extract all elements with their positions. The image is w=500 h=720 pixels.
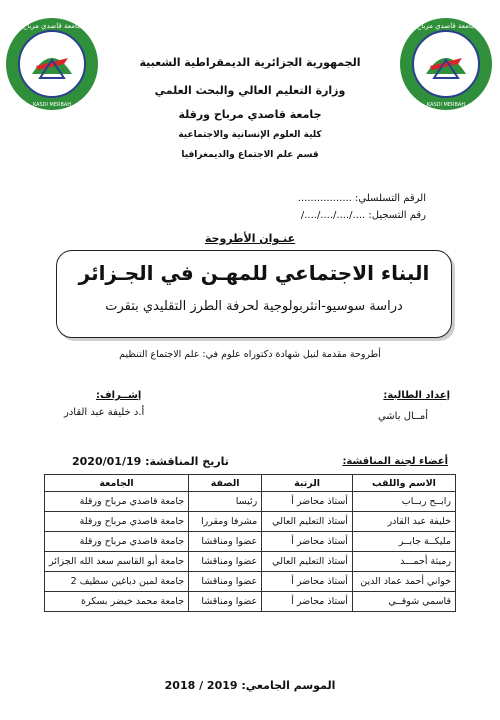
ministry-line: وزارة التعليم العالي والبحث العلمي <box>154 84 346 97</box>
svg-text:KASDI MERBAH: KASDI MERBAH <box>426 102 466 108</box>
jury-university: جامعة لمين دباغين سطيف 2 <box>45 572 189 592</box>
header-university: الجامعة <box>45 475 189 492</box>
serial-number: الرقم التسلسلي: ................. <box>297 193 426 204</box>
jury-university: جامعة أبو القاسم سعد الله الجزائر <box>45 552 189 572</box>
svg-text:جامعة قاصدي مرباح: جامعة قاصدي مرباح <box>22 22 82 30</box>
jury-university: جامعة محمد خيضر بسكرة <box>45 592 189 612</box>
jury-university: جامعة قاصدي مرباح ورقلة <box>45 492 189 512</box>
jury-university: جامعة قاصدي مرباح ورقلة <box>45 532 189 552</box>
academic-year-label: الموسم الجامعي: <box>241 679 336 692</box>
jury-role: عضوا ومناقشا <box>189 552 262 572</box>
thesis-title: البناء الاجتماعي للمهـن في الجـزائر <box>78 261 430 285</box>
jury-name: خواني أحمد عماد الدين <box>352 572 455 592</box>
jury-header-row <box>45 475 456 492</box>
jury-role: رئيسا <box>189 492 262 512</box>
jury-name: خليفة عبد القادر <box>352 512 455 532</box>
jury-row <box>45 532 456 552</box>
republic-line: الجمهورية الجزائرية الديمقراطية الشعبية <box>139 56 361 69</box>
thesis-heading: عنـوان الأطروحة <box>204 232 296 245</box>
jury-name: قاسمي شوقــي <box>352 592 455 612</box>
header-rank: الرتبة <box>262 475 353 492</box>
jury-rank: أستاذ محاضر أ <box>262 492 353 512</box>
svg-text:جامعة قاصدي مرباح: جامعة قاصدي مرباح <box>416 22 476 30</box>
university-logo-left <box>2 14 102 114</box>
defense-date: تاريخ المناقشة: 2020/01/19 <box>72 455 229 468</box>
jury-row <box>45 492 456 512</box>
jury-rank: أستاذ التعليم العالي <box>262 552 353 572</box>
jury-name: مليكــة جابــر <box>352 532 455 552</box>
jury-name: رميثة أحمـــد <box>352 552 455 572</box>
jury-row <box>45 592 456 612</box>
jury-rank: أستاذ التعليم العالي <box>262 512 353 532</box>
svg-text:KASDI MERBAH: KASDI MERBAH <box>32 102 72 108</box>
student-name: أمــال باشي <box>377 411 428 422</box>
jury-rank: أستاذ محاضر أ <box>262 572 353 592</box>
header-role: الصفة <box>189 475 262 492</box>
jury-role: عضوا ومناقشا <box>189 572 262 592</box>
jury-title: أعضاء لجنة المناقشة: <box>342 456 448 467</box>
jury-role: مشرفا ومقررا <box>189 512 262 532</box>
header-name: الاسم واللقب <box>352 475 455 492</box>
student-label: إعداد الطالبة: <box>383 390 450 401</box>
academic-year <box>0 679 500 692</box>
registration-number: رقم التسجيل: ..../..../..../..../ <box>300 210 426 221</box>
department-line: قسم علم الاجتماع والديمغرافيا <box>181 150 319 160</box>
jury-table <box>44 474 456 612</box>
jury-rank: أستاذ محاضر أ <box>262 532 353 552</box>
faculty-line: كلية العلوم الإنسانية والاجتماعية <box>178 130 322 140</box>
thesis-description: أطروحة مقدمة لنيل شهادة دكتوراه علوم في: علم الاجتماع التنظيم <box>119 349 381 360</box>
jury-rank: أستاذ محاضر أ <box>262 592 353 612</box>
jury-role: عضوا ومناقشا <box>189 592 262 612</box>
jury-row <box>45 552 456 572</box>
thesis-subtitle: دراسة سوسيو-انثربولوجية لحرفة الطرز التقليدي بتقرت <box>105 299 403 314</box>
jury-name: رابــح ربــاب <box>352 492 455 512</box>
jury-role: عضوا ومناقشا <box>189 532 262 552</box>
jury-row <box>45 572 456 592</box>
supervisor-label: إشــراف: <box>96 390 142 401</box>
supervisor-name: أ.د خليفة عبد القادر <box>64 407 145 418</box>
university-logo-right <box>396 14 496 114</box>
academic-year-value: 2018 / 2019 <box>164 679 238 692</box>
thesis-title-box <box>56 250 452 338</box>
university-line: جامعة قاصدي مرباح ورقلة <box>178 108 322 121</box>
jury-university: جامعة قاصدي مرباح ورقلة <box>45 512 189 532</box>
jury-row <box>45 512 456 532</box>
